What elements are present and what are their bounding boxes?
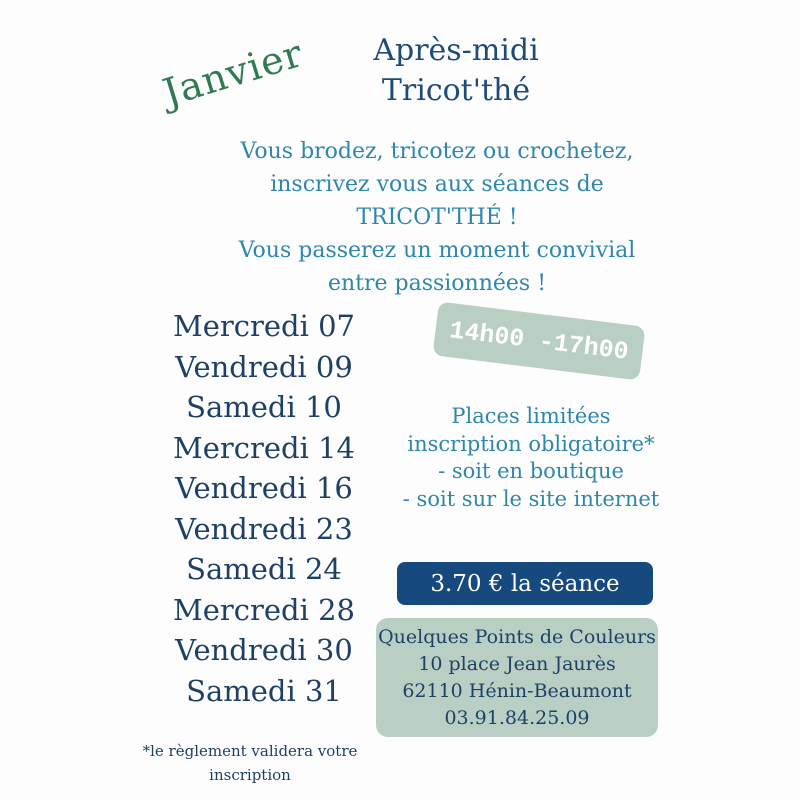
date-item: Vendredi 16 — [175, 471, 353, 505]
event-title-line-1: Après-midi — [373, 33, 539, 68]
date-item: Mercredi 14 — [173, 430, 355, 465]
intro-line: inscrivez vous aux séances de — [270, 172, 604, 197]
footnote-line: *le règlement validera votre — [142, 742, 358, 760]
intro-line: Vous passerez un moment convivial — [238, 238, 636, 263]
contact-line: 10 place Jean Jaurès — [418, 652, 616, 675]
intro-line: TRICOT'THÉ ! — [356, 205, 518, 230]
registration-line: - soit sur le site internet — [402, 486, 660, 511]
event-title — [373, 31, 538, 111]
footnote-line: inscription — [209, 766, 291, 784]
intro-line: Vous brodez, tricotez ou crochetez, — [240, 139, 634, 164]
registration-line: - soit en boutique — [438, 459, 624, 483]
registration-info — [403, 403, 659, 513]
date-item: Vendredi 09 — [175, 349, 353, 384]
date-item: Samedi 10 — [186, 390, 342, 424]
month-label: Janvier — [157, 30, 309, 116]
intro-text — [239, 135, 636, 300]
dates-list — [173, 306, 355, 711]
contact-line: Quelques Points de Couleurs — [378, 625, 656, 648]
price-banner — [397, 562, 653, 605]
event-title-line-2: Tricot'thé — [381, 73, 531, 108]
time-badge-label: 14h00 -17h00 — [447, 315, 631, 367]
intro-line: entre passionnées ! — [327, 271, 547, 296]
date-item: Vendredi 23 — [175, 511, 353, 546]
contact-line: 62110 Hénin-Beaumont — [402, 679, 632, 702]
date-item: Mercredi 28 — [173, 592, 355, 627]
registration-line: Places limitées — [451, 404, 611, 428]
contact-line: 03.91.84.25.09 — [444, 706, 590, 729]
contact-box — [376, 618, 658, 737]
footnote — [143, 739, 358, 787]
date-item: Vendredi 30 — [175, 633, 353, 667]
time-badge — [432, 302, 645, 381]
date-item: Samedi 24 — [186, 552, 342, 586]
date-item: Samedi 31 — [186, 673, 342, 708]
date-item: Mercredi 07 — [173, 309, 355, 343]
price-label: 3.70 € la séance — [430, 570, 620, 597]
registration-line: inscription obligatoire* — [407, 431, 655, 456]
